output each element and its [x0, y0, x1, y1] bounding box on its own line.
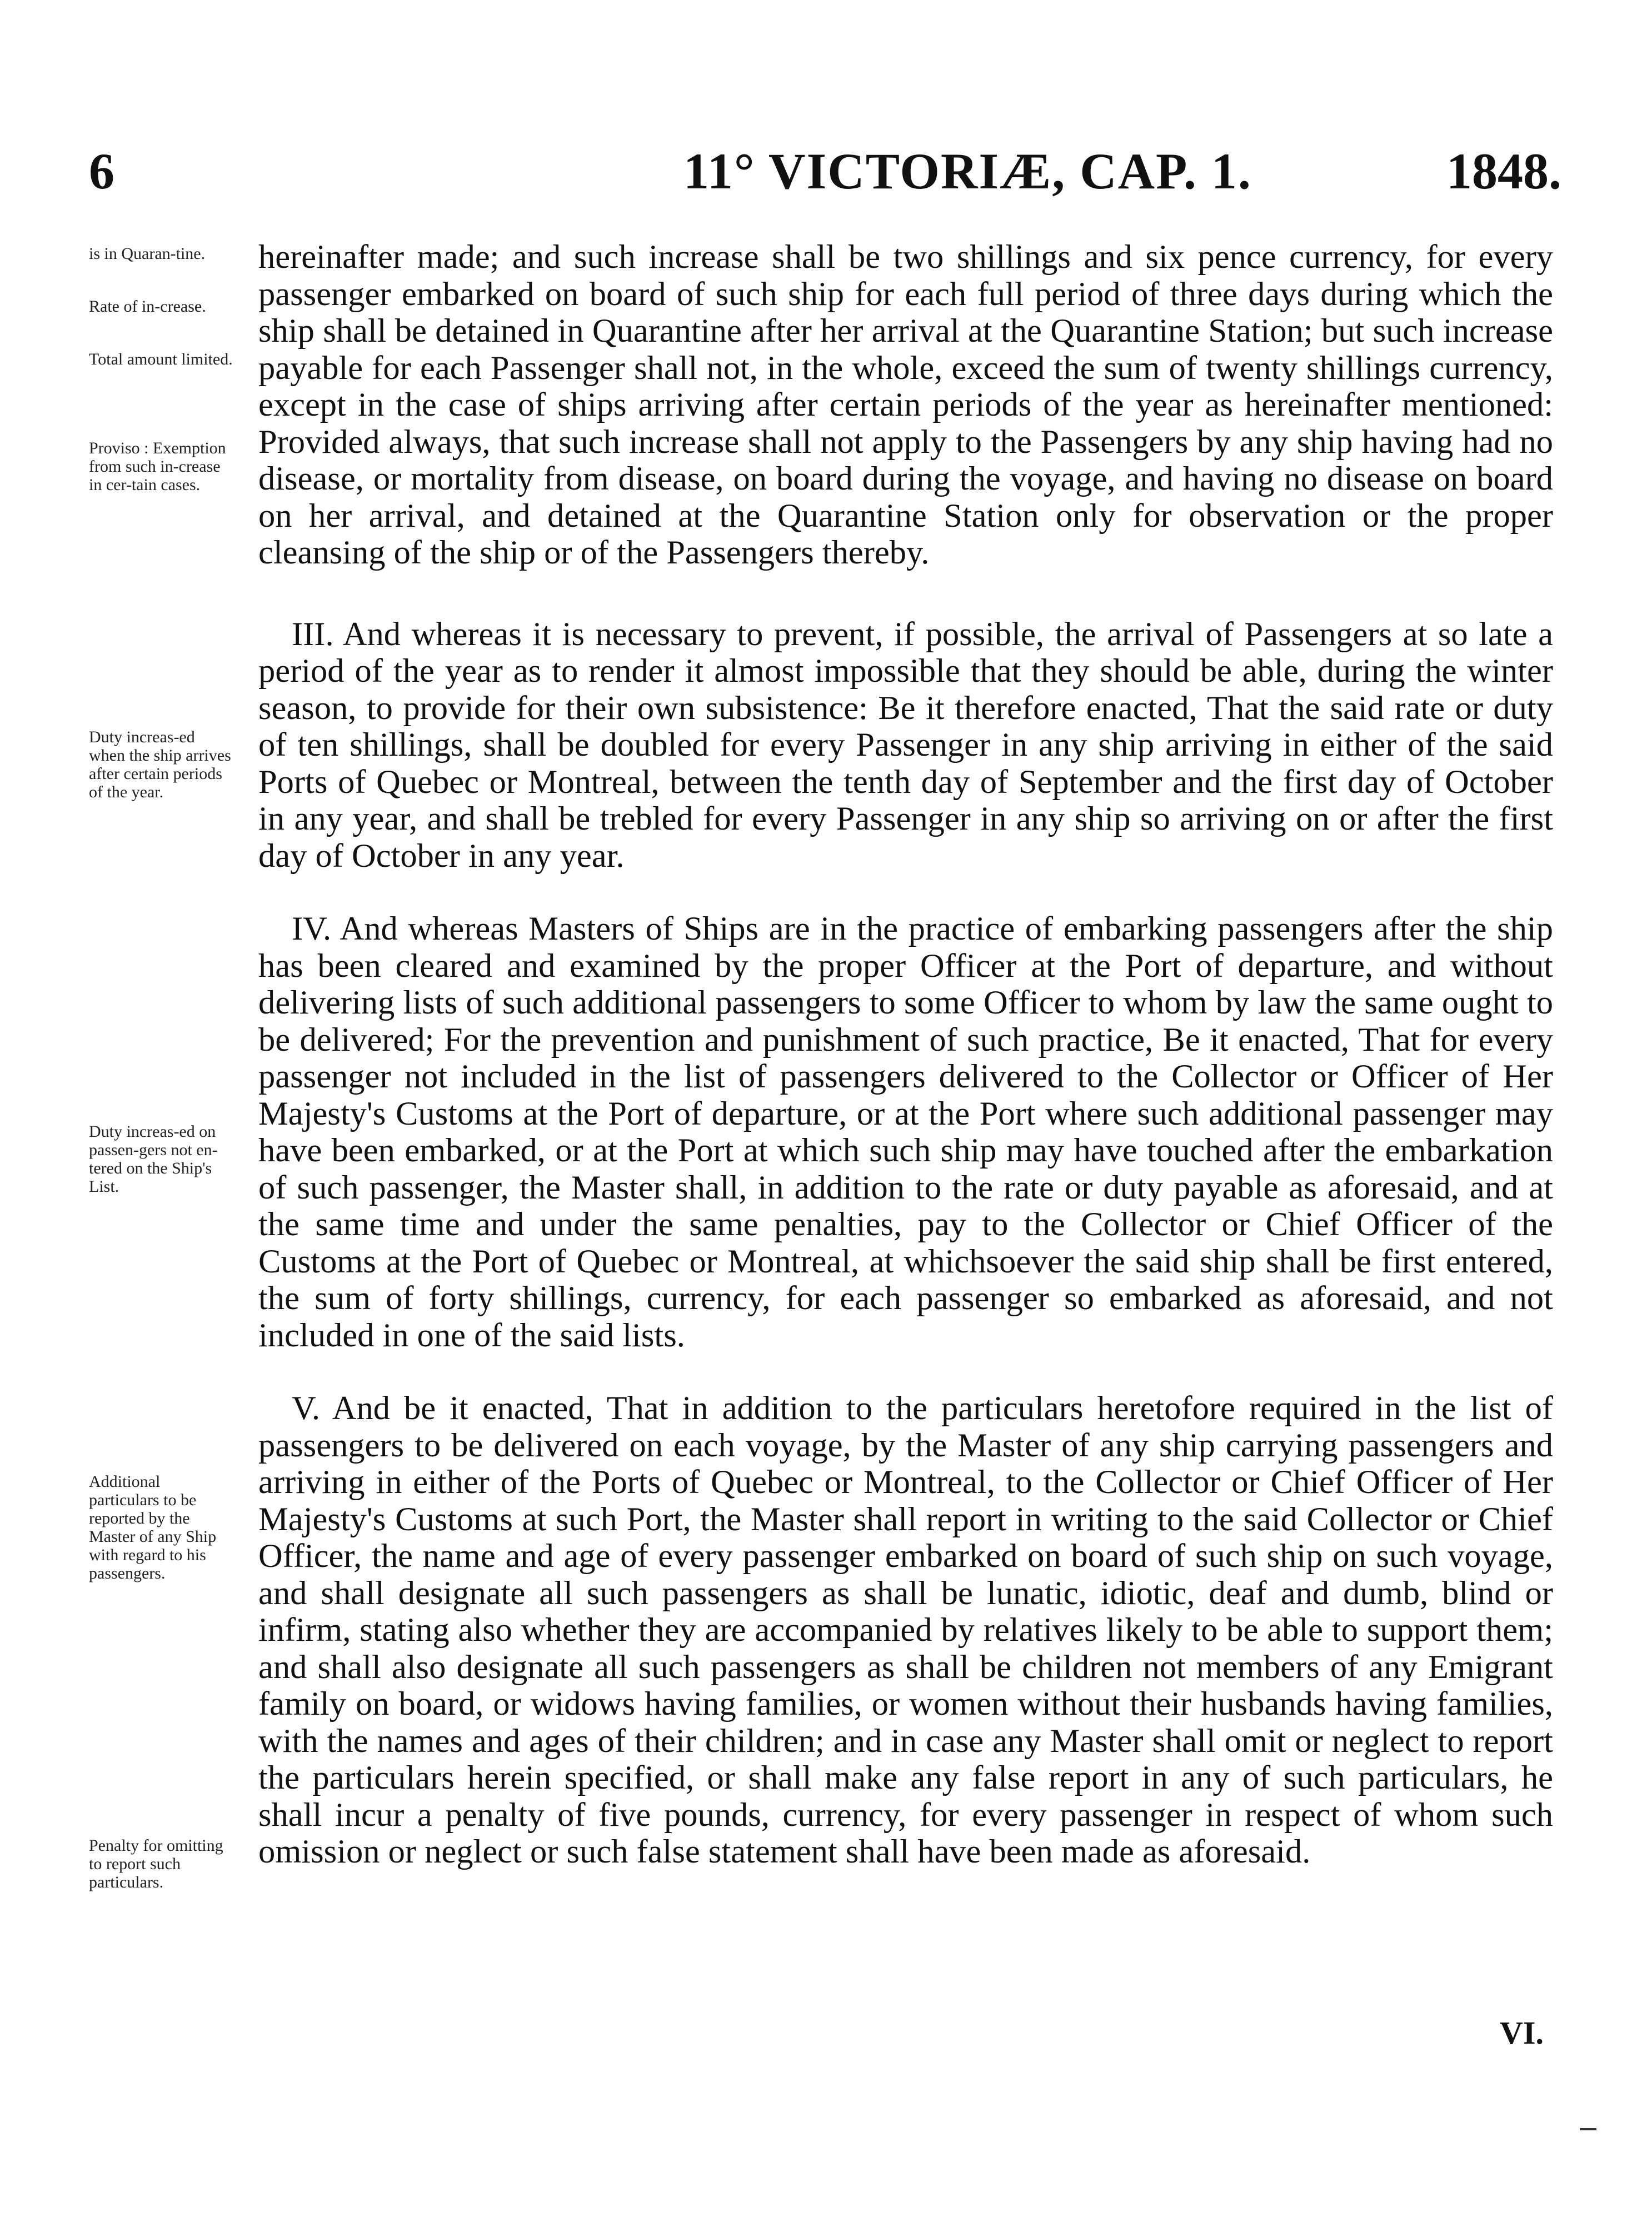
- section-number: III.: [292, 615, 334, 653]
- paragraph-continuation: [258, 239, 1553, 572]
- margin-note-proviso: Proviso : Exemption from such in-crease in cer-tain cases.: [89, 439, 226, 494]
- act-year: 1848.: [1446, 143, 1561, 199]
- page-number: 6: [89, 143, 114, 199]
- ink-speck: [1580, 2128, 1596, 2130]
- margin-note-quarantine: is in Quaran-tine.: [89, 244, 206, 263]
- margin-note-duty-increased-arrival: Duty increas-ed when the ship arrives after certain periods of the year.: [89, 728, 231, 801]
- margin-note-additional-particulars: Additional particulars to be reported by the Master of any Ship with regard to his passengers.: [89, 1472, 217, 1582]
- margin-note-rate-of-increase: Rate of in-crease.: [89, 297, 206, 316]
- catchword: VI.: [1500, 2015, 1544, 2051]
- section-number: V.: [292, 1390, 321, 1427]
- margin-note-duty-increased-passengers: Duty increas-ed on passen-gers not en-tered on the Ship's List.: [89, 1122, 218, 1196]
- margin-note-total-amount: Total amount limited.: [89, 350, 233, 368]
- paragraph-text: And whereas it is necessary to prevent, if possible, the arrival of Passengers at so late a period of the year as to render it almost impossible that they should be able, during the winter season, to provide for their own subsistence: Be it therefore enacted, That the said rate or duty of ten shillings, shall be doubled for every Passenger in any ship arriving in either of the said Ports of Quebec or Montreal, between the tenth day of September and the first day of October in any year, and shall be trebled for every Passenger in any ship so arriving on or after the first day of October in any year.: [258, 615, 1553, 875]
- act-title: 11° VICTORIÆ, CAP. 1.: [683, 143, 1252, 199]
- section-number: IV.: [292, 910, 332, 947]
- paragraph-text: And be it enacted, That in addition to the particulars heretofore required in the list of passengers to be delivered on each voyage, by the Master of any ship carrying passengers and arriving in either of the Ports of Quebec or Montreal, to the Collector or Chief Officer of Her Majesty's Customs at such Port, the Master shall report in writing to the said Collector or Chief Officer, the name and age of every passenger embarked on board of such ship on such voyage, and shall designate all such passengers as shall be lunatic, idiotic, deaf and dumb, blind or infirm, stating also whether they are accompanied by relatives likely to be able to support them; and shall also designate all such passengers as shall be children not members of any Emigrant family on board, or widows having families, or women without their husbands having families, with the names and ages of their children; and in case any Master shall omit or neglect to report the particulars herein specified, or shall make any false report in any of such particulars, he shall incur a penalty of five pounds, currency, for every passenger in respect of whom such omission or neglect or such false statement shall have been made as aforesaid.: [258, 1390, 1553, 1870]
- paragraph-text: And whereas Masters of Ships are in the practice of embarking passengers after the ship has been cleared and examined by the proper Officer at the Port of departure, and without delivering lists of such additional passengers to some Officer to whom by law the same ought to be delivered; For the prevention and punishment of such practice, Be it enacted, That for every passenger not included in the list of passengers delivered to the Collector or Officer of Her Majesty's Customs at the Port of departure, or at the Port where such additional passenger may have been embarked, or at the Port at which such ship may have touched after the embarkation of such passenger, the Master shall, in addition to the rate or duty payable as aforesaid, and at the same time and under the same penalties, pay to the Collector or Chief Officer of the Customs at the Port of Quebec or Montreal, at whichsoever the said ship shall be first entered, the sum of forty shillings, currency, for each passenger so embarked as aforesaid, and not included in one of the said lists.: [258, 910, 1553, 1354]
- section-5: [258, 1390, 1553, 1871]
- margin-note-penalty: Penalty for omitting to report such particulars.: [89, 1836, 223, 1891]
- body-text: [258, 239, 1553, 1907]
- section-4: [258, 911, 1553, 1354]
- section-3: [258, 616, 1553, 875]
- running-head: [89, 142, 1561, 208]
- paragraph-text: hereinafter made; and such increase shall be two shillings and six pence currency, for every passenger embarked on board of such ship for each full period of three days during which the ship shall be detained in Quarantine after her arrival at the Quarantine Station; but such increase payable for each Passenger shall not, in the whole, exceed the sum of twenty shillings currency, except in the case of ships arriving after certain periods of the year as hereinafter mentioned: Provided always, that such increase shall not apply to the Passengers by any ship having had no disease, or mortality from disease, on board during the voyage, and having no disease on board on her arrival, and detained at the Quarantine Station only for observation or the proper cleansing of the ship or of the Passengers thereby.: [258, 238, 1553, 571]
